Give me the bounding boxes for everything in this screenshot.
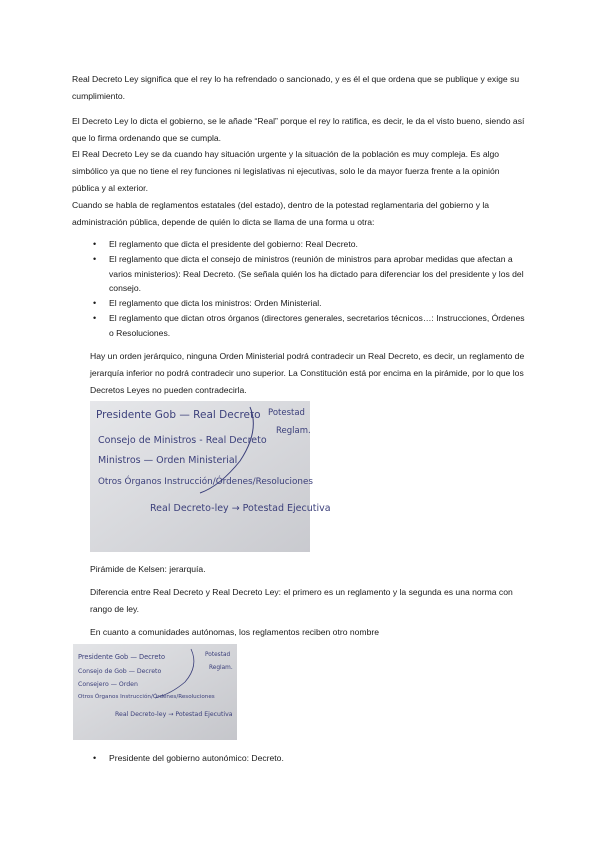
board-line: Ministros — Orden Ministerial — [98, 455, 238, 466]
board-line: Otros Órganos Instrucción/Órdenes/Resoluciones — [98, 477, 313, 487]
list-item: El reglamento que dicta el consejo de ministros (reunión de ministros para aprobar medidas que afectan a varios ministerios): Real Decreto. (Se señala quién los ha dictado para diferenciar los del presidente y los del consejo. — [109, 254, 524, 293]
bullet-marker: • — [93, 254, 97, 264]
whiteboard-photo-comunidades — [73, 644, 237, 740]
paragraph-orden-jerarquico: Hay un orden jerárquico, ninguna Orden Ministerial podrá contradecir un Real Decreto, es decir, un reglamento de jerarquía inferior no podrá contradecir uno superior. La Constitución está por encima en la pirámide, por lo que los Decretos Leyes no pueden contradecirla. — [90, 351, 525, 395]
board-line: Consejero — Orden — [78, 681, 138, 688]
board-label: Potestad — [268, 408, 305, 418]
board-line: Otros Órganos Instrucción/Órdenes/Resoluciones — [78, 694, 215, 700]
board-label: Potestad — [205, 652, 231, 658]
board-line: Presidente Gob — Real Decreto — [96, 409, 261, 421]
board-line: Real Decreto-ley → Potestad Ejecutiva — [150, 503, 331, 514]
whiteboard-photo-kelsen — [90, 401, 331, 552]
paragraph-comunidades: En cuanto a comunidades autónomas, los reglamentos reciben otro nombre — [90, 627, 380, 637]
board-label: Reglam. — [209, 665, 233, 671]
board-line: Presidente Gob — Decreto — [78, 653, 166, 661]
bullet-marker: • — [93, 313, 97, 323]
paragraph-diferencia: Diferencia entre Real Decreto y Real Decreto Ley: el primero es un reglamento y la segunda es una norma con rango de ley. — [90, 587, 513, 614]
paragraph-reglamentos-estatales: Cuando se habla de reglamentos estatales (del estado), dentro de la potestad reglamentaria del gobierno y la administración pública, depende de quién lo dicta se llama de una forma u otra: — [72, 200, 490, 227]
list-item: El reglamento que dictan otros órganos (directores generales, secretarios técnicos…: Instrucciones, Órdenes o Resoluciones. — [109, 313, 525, 338]
paragraph-situacion-urgente: El Real Decreto Ley se da cuando hay situación urgente y la situación de la población es muy compleja. Es algo simbólico ya que no tiene el rey funciones ni legislativas ni ejecutivas, solo le da mayor fuerza frente a la opinión pública y al exterior. — [72, 149, 500, 193]
board-line: Consejo de Gob — Decreto — [78, 668, 162, 675]
bullet-marker: • — [93, 239, 97, 249]
bullet-marker: • — [93, 753, 97, 763]
board-line: Real Decreto-ley → Potestad Ejecutiva — [115, 711, 233, 718]
board-line: Consejo de Ministros - Real Decreto — [98, 435, 267, 446]
caption-piramide-kelsen: Pirámide de Kelsen: jerarquía. — [90, 564, 206, 574]
list-item: El reglamento que dicta los ministros: Orden Ministerial. — [109, 298, 322, 308]
list-item: El reglamento que dicta el presidente del gobierno: Real Decreto. — [109, 239, 358, 249]
paragraph-real-decreto-ley: Real Decreto Ley significa que el rey lo ha refrendado o sancionado, y es él el que ordena que se publique y exige su cumplimiento. — [72, 74, 520, 101]
bullet-marker: • — [93, 298, 97, 308]
paragraph-decreto-ley: El Decreto Ley lo dicta el gobierno, se le añade “Real” porque el rey lo ratifica, es decir, le da el visto bueno, siendo así que lo firma ordenando que se cumpla. — [72, 116, 525, 143]
board-label: Reglam. — [276, 426, 311, 436]
list-item: Presidente del gobierno autonómico: Decreto. — [109, 753, 284, 763]
